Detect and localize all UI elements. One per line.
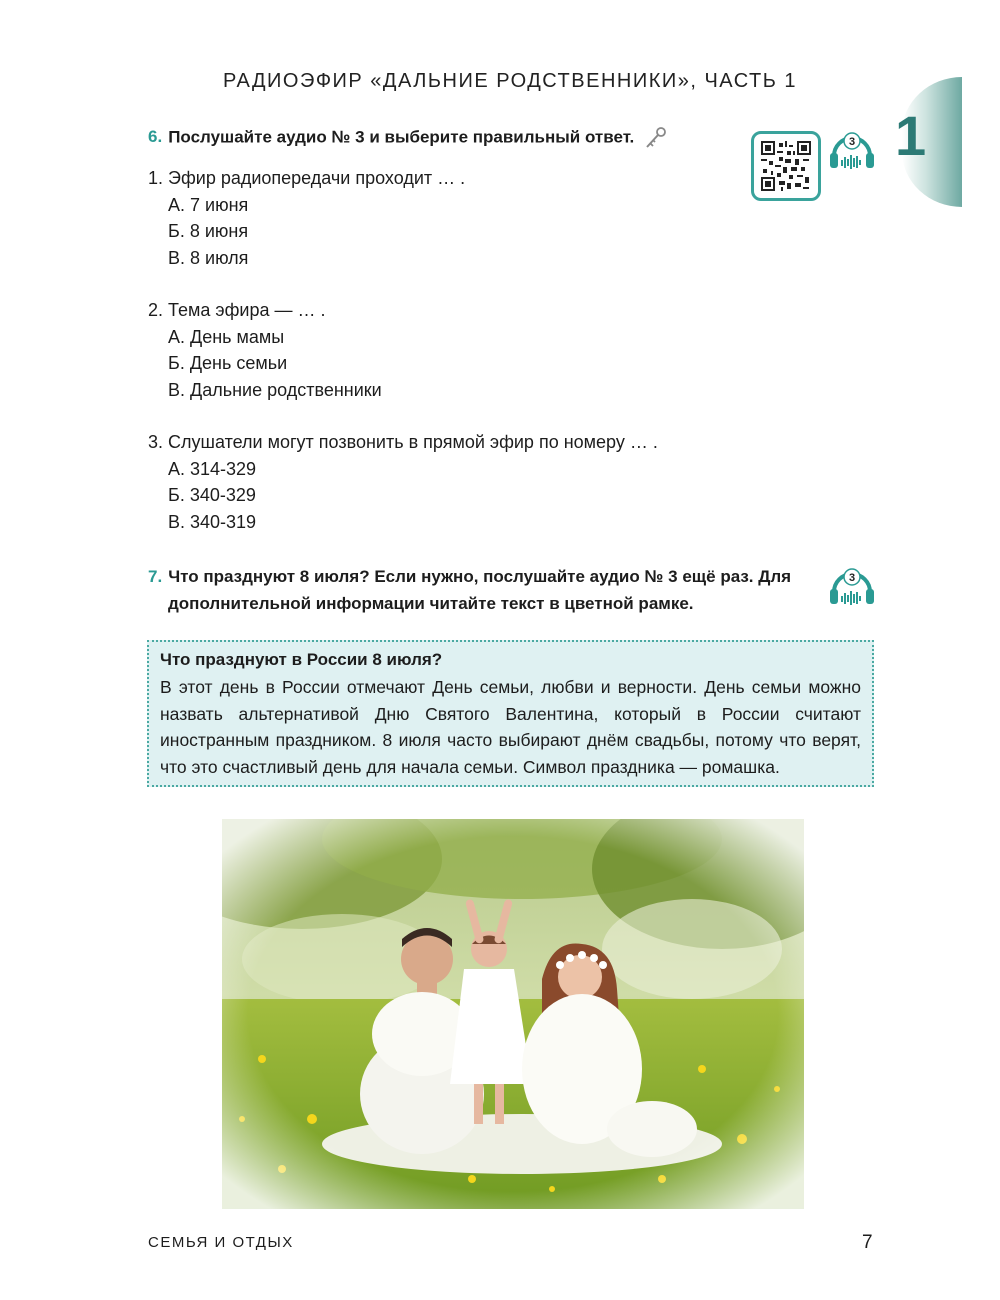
- audio-track-number: 3: [848, 136, 856, 148]
- answer-option[interactable]: Б. 340-329: [168, 485, 256, 505]
- task-6-title: [148, 127, 667, 149]
- answer-option[interactable]: Б. День семьи: [168, 353, 288, 373]
- answer-option[interactable]: А. День мамы: [168, 326, 285, 347]
- page-header-title: РАДИОЭФИР «ДАЛЬНИЕ РОДСТВЕННИКИ», ЧАСТЬ 1: [222, 70, 798, 92]
- question-text: 3. Слушатели могут позвонить в прямой эфир по номеру … .: [148, 432, 658, 452]
- footer-section-title: СЕМЬЯ И ОТДЫХ: [148, 1234, 294, 1251]
- task-7-number: 7.: [148, 567, 163, 586]
- family-photo: [222, 819, 804, 1209]
- answer-option[interactable]: А. 7 июня: [168, 194, 249, 215]
- info-box-text: В этот день в России отмечают День семьи, любви и верности. День семьи можно назвать альтернативой Дню Святого Валентина, который в России считают иностранным праздником. 8 июля часто выбирают днём свадьбы, потому что верят, что это счастливый день для начала семьи. Символ праздника — ромашка.: [160, 677, 861, 777]
- task-7-line-2: дополнительной информации читайте текст в цветной рамке.: [168, 594, 694, 613]
- task-7: [148, 563, 823, 617]
- question-2: [148, 297, 382, 403]
- question-3: [148, 429, 658, 535]
- audio-headphones-icon[interactable]: [829, 566, 875, 606]
- qr-code-icon: [761, 141, 811, 191]
- page-number: 7: [862, 1232, 873, 1253]
- task-6-number: 6.: [148, 127, 163, 147]
- audio-headphones-icon[interactable]: [829, 130, 875, 170]
- answer-option[interactable]: Б. 8 июня: [168, 221, 249, 241]
- task-7-line-1: Что празднуют 8 июля? Если нужно, послушайте аудио № 3 ещё раз. Для: [168, 567, 792, 586]
- audio-track-number: 3: [848, 572, 856, 584]
- key-icon: [645, 127, 667, 149]
- chapter-number: 1: [895, 104, 927, 167]
- question-1: [148, 165, 465, 271]
- info-box-title: Что празднуют в России 8 июля?: [160, 650, 443, 669]
- answer-option[interactable]: А. 314-329: [168, 458, 257, 479]
- question-text: 1. Эфир радиопередачи проходит … .: [148, 168, 466, 188]
- info-box: [147, 640, 874, 787]
- question-text: 2. Тема эфира — … .: [148, 300, 326, 320]
- answer-option[interactable]: В. 340-319: [168, 511, 257, 532]
- answer-option[interactable]: В. 8 июля: [168, 247, 249, 268]
- answer-option[interactable]: В. Дальние родственники: [168, 379, 382, 400]
- task-6-instruction: Послушайте аудио № 3 и выберите правильный ответ.: [168, 127, 635, 147]
- qr-code[interactable]: [751, 131, 821, 201]
